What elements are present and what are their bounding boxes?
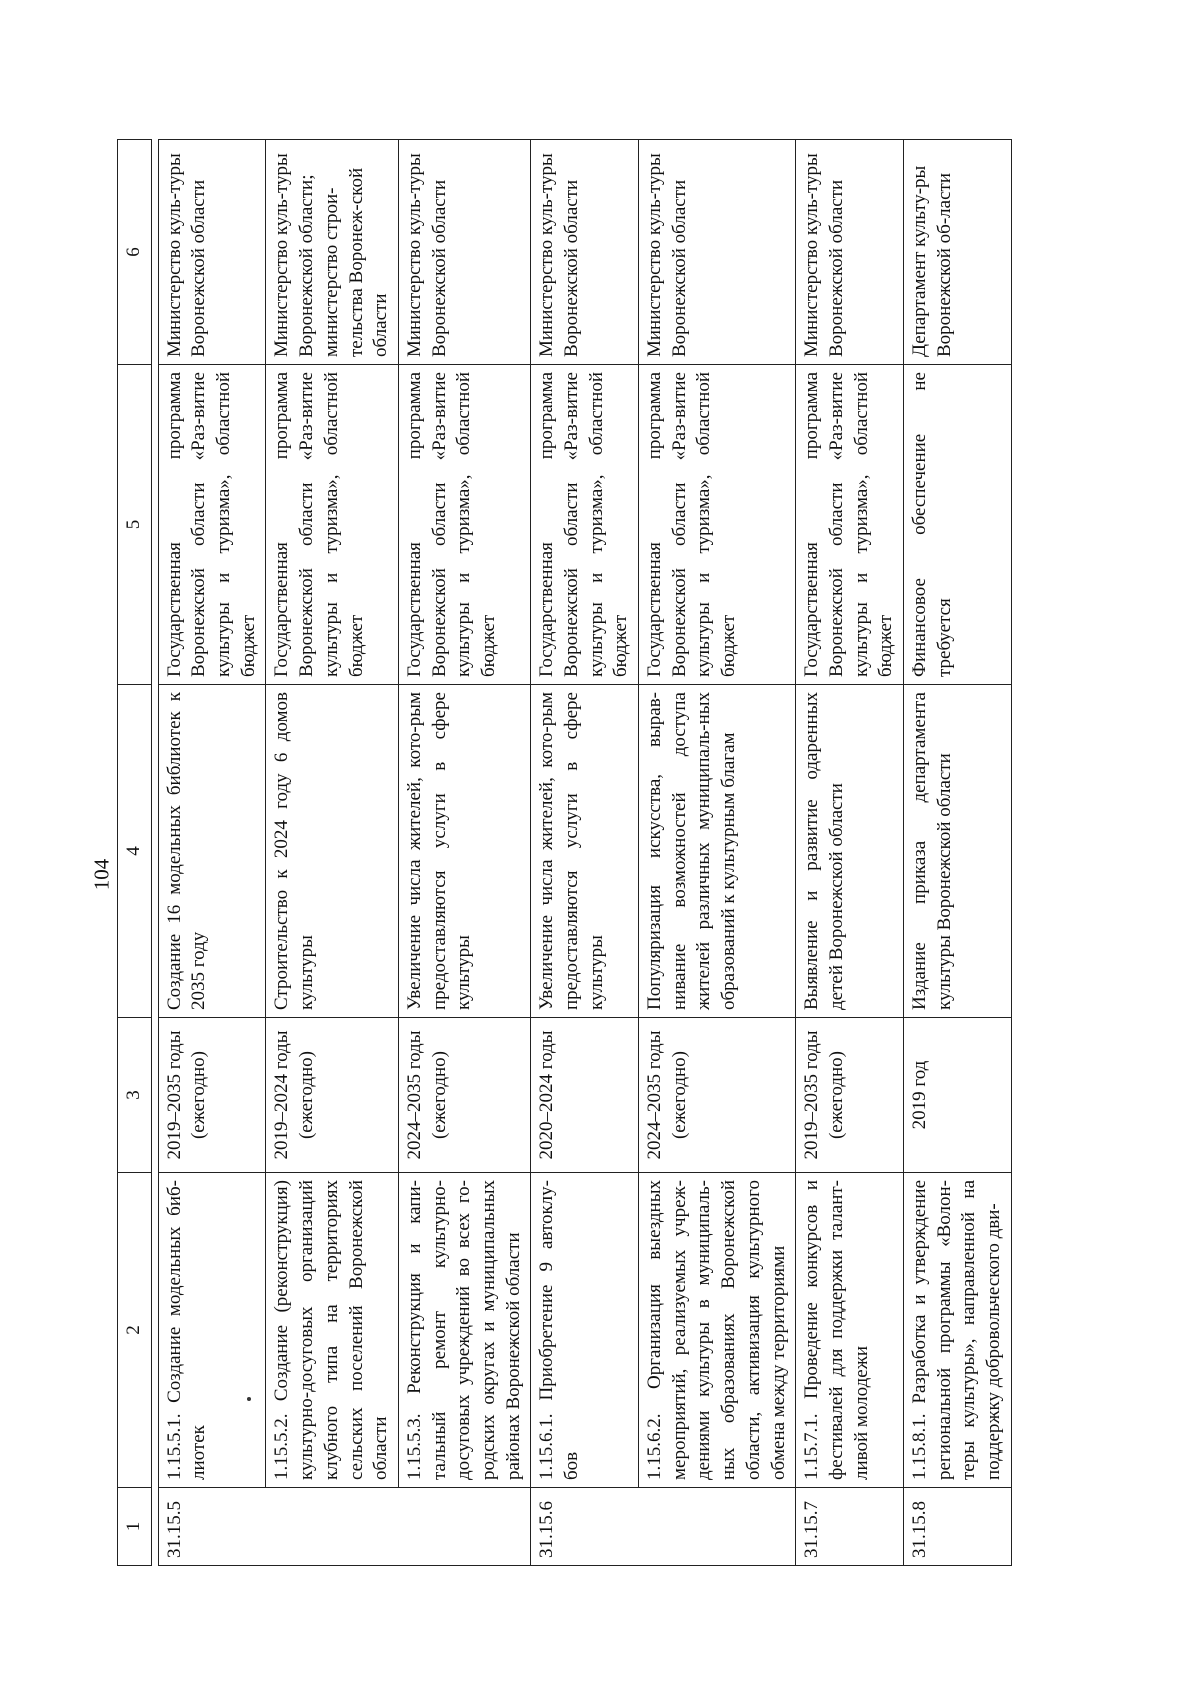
row-executor: Министерство куль-туры Воронежской области bbox=[158, 140, 266, 365]
table-header-row bbox=[118, 140, 152, 1566]
row-measure: 1.15.6.2. Организация выездных мероприятий, реализуемых учреж-дениями культуры в муниципаль-ных образованиях Воронежской области, активизация культурного обмена между территориями bbox=[639, 1173, 796, 1488]
table-row bbox=[531, 140, 639, 1566]
scan-dot bbox=[247, 1397, 251, 1401]
table-row bbox=[158, 140, 266, 1566]
column-header-3: 3 bbox=[118, 1018, 152, 1173]
table-row bbox=[903, 140, 1011, 1566]
row-funding-source: Финансовое обеспечение не требуется bbox=[903, 365, 1011, 685]
row-result: Увеличение числа жителей, кото-рым предоставляются услуги в сфере культуры bbox=[398, 685, 530, 1018]
row-result: Выявление и развитие одаренных детей Воронежской области bbox=[796, 685, 904, 1018]
row-executor: Министерство куль-туры Воронежской области bbox=[639, 140, 796, 365]
row-funding-source: Государственная программа Воронежской области «Раз-витие культуры и туризма», областной бюджет bbox=[796, 365, 904, 685]
row-code: 31.15.8 bbox=[903, 1488, 1011, 1566]
row-period: 2019–2035 годы (ежегодно) bbox=[158, 1018, 266, 1173]
row-period: 2024–2035 годы (ежегодно) bbox=[398, 1018, 530, 1173]
row-result: Создание 16 модельных библиотек к 2035 году bbox=[158, 685, 266, 1018]
row-measure: 1.15.8.1. Разработка и утверждение региональной программы «Волон-теры культуры», направленной на поддержку добровольческого дви- bbox=[903, 1173, 1011, 1488]
row-code: 31.15.5 bbox=[158, 1488, 531, 1566]
row-period: 2019 год bbox=[903, 1018, 1011, 1173]
plan-table bbox=[117, 139, 1012, 1566]
column-header-5: 5 bbox=[118, 365, 152, 685]
table-row bbox=[398, 140, 530, 1566]
header-gap bbox=[151, 140, 158, 1566]
row-measure: 1.15.5.2. Создание (реконструкция) культурно-досуговых организаций клубного типа на территориях сельских поселений Воронежской области bbox=[266, 1173, 398, 1488]
row-result: Популяризация искусства, вырав-нивание возможностей доступа жителей различных муниципаль-ных образований к культурным благам bbox=[639, 685, 796, 1018]
row-measure: 1.15.7.1. Проведение конкурсов и фестивалей для поддержки талант-ливой молодежи bbox=[796, 1173, 904, 1488]
row-funding-source: Государственная программа Воронежской области «Раз-витие культуры и туризма», областной бюджет bbox=[266, 365, 398, 685]
row-measure: 1.15.6.1. Приобретение 9 автоклу-бов bbox=[531, 1173, 639, 1488]
row-code: 31.15.6 bbox=[531, 1488, 796, 1566]
row-funding-source: Государственная программа Воронежской области «Раз-витие культуры и туризма», областной бюджет bbox=[531, 365, 639, 685]
column-header-4: 4 bbox=[118, 685, 152, 1018]
row-result: Издание приказа департамента культуры Воронежской области bbox=[903, 685, 1011, 1018]
row-measure: 1.15.5.3. Реконструкция и капи-тальный ремонт культурно-досуговых учреждений во всех го-родских округах и муниципальных районах Воронежской области bbox=[398, 1173, 530, 1488]
row-period: 2019–2035 годы (ежегодно) bbox=[796, 1018, 904, 1173]
row-funding-source: Государственная программа Воронежской области «Раз-витие культуры и туризма», областной бюджет bbox=[639, 365, 796, 685]
row-period: 2020–2024 годы bbox=[531, 1018, 639, 1173]
row-measure: 1.15.5.1. Создание модельных биб-лиотек bbox=[158, 1173, 266, 1488]
row-executor: Министерство куль-туры Воронежской области bbox=[796, 140, 904, 365]
row-executor: Департамент культу-ры Воронежской об-ласти bbox=[903, 140, 1011, 365]
row-executor: Министерство куль-туры Воронежской области bbox=[531, 140, 639, 365]
row-funding-source: Государственная программа Воронежской области «Раз-витие культуры и туризма», областной бюджет bbox=[398, 365, 530, 685]
table-row bbox=[796, 140, 904, 1566]
row-result: Строительство к 2024 году 6 домов культуры bbox=[266, 685, 398, 1018]
row-period: 2024–2035 годы (ежегодно) bbox=[639, 1018, 796, 1173]
page-number: 104 bbox=[89, 858, 114, 891]
row-result: Увеличение числа жителей, кото-рым предоставляются услуги в сфере культуры bbox=[531, 685, 639, 1018]
column-header-2: 2 bbox=[118, 1173, 152, 1488]
row-code: 31.15.7 bbox=[796, 1488, 904, 1566]
table-row bbox=[639, 140, 796, 1566]
row-executor: Министерство куль-туры Воронежской области; министерство строи-тельства Воронеж-ской области bbox=[266, 140, 398, 365]
document-sheet bbox=[117, 140, 1163, 1566]
table-row bbox=[266, 140, 398, 1566]
row-executor: Министерство куль-туры Воронежской области bbox=[398, 140, 530, 365]
column-header-6: 6 bbox=[118, 140, 152, 365]
column-header-1: 1 bbox=[118, 1488, 152, 1566]
row-period: 2019–2024 годы (ежегодно) bbox=[266, 1018, 398, 1173]
row-funding-source: Государственная программа Воронежской области «Раз-витие культуры и туризма», областной бюджет bbox=[158, 365, 266, 685]
